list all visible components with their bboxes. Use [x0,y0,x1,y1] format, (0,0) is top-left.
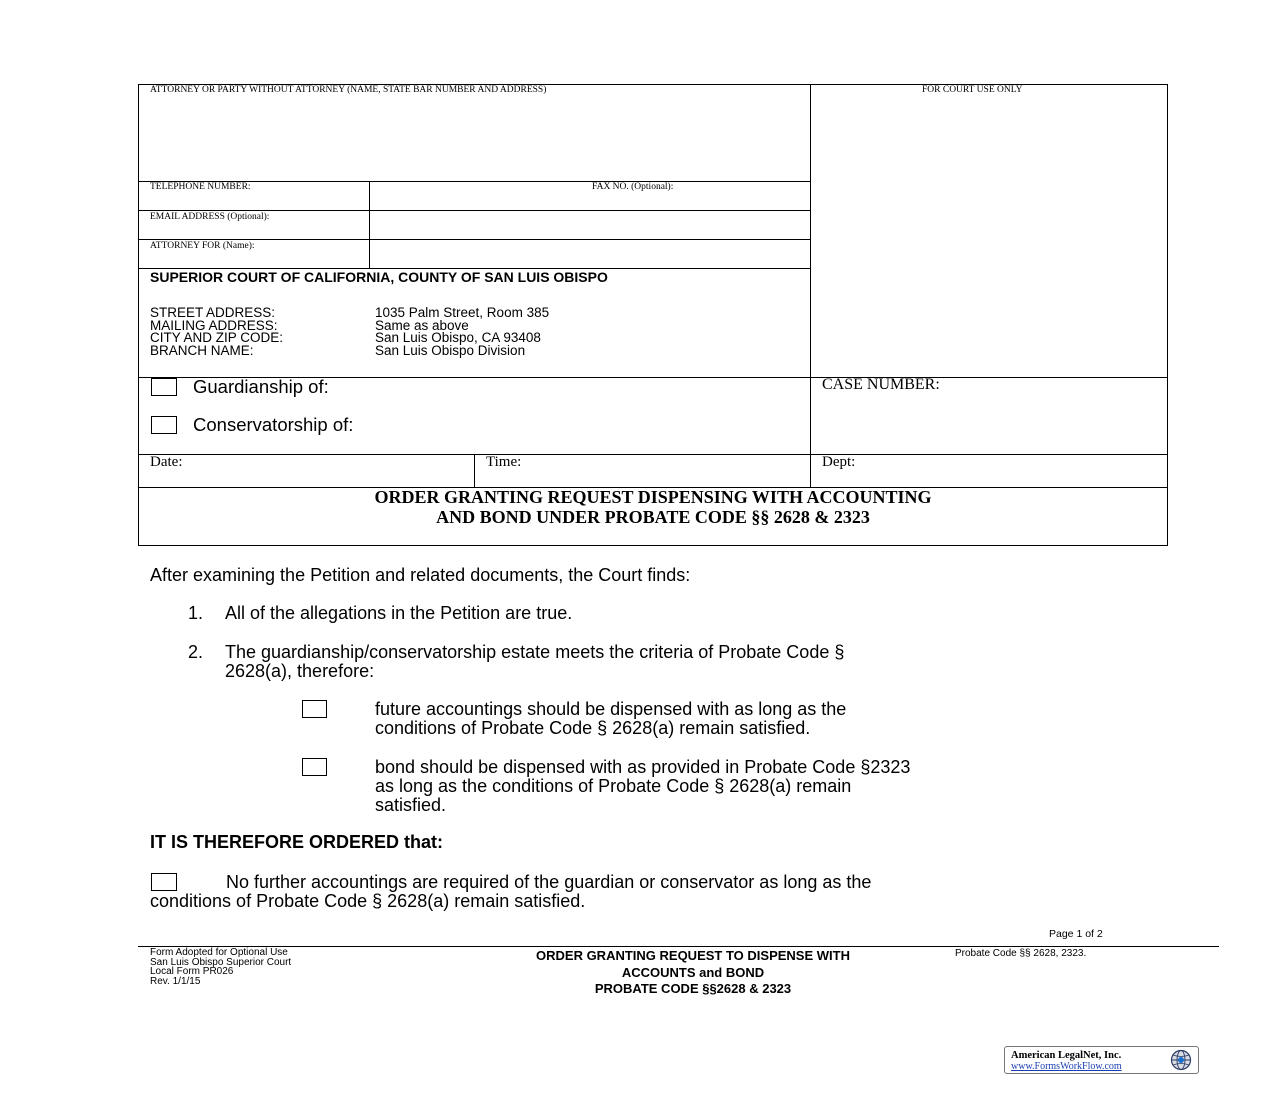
form-title-line2: AND BOND UNDER PROBATE CODE §§ 2628 & 2323 [436,506,870,527]
court-use-label: FOR COURT USE ONLY [922,85,1023,95]
city-zip-label: CITY AND ZIP CODE: [150,330,284,345]
ordered-heading: IT IS THEREFORE ORDERED that: [150,832,444,852]
bond-checkbox[interactable] [302,758,327,776]
fax-label: FAX NO. (Optional): [592,182,674,192]
footer-title-line1: ORDER GRANTING REQUEST TO DISPENSE WITH [536,948,850,963]
option1-text [375,700,846,738]
form-title [139,488,1167,527]
attorney-for-field[interactable] [372,241,808,267]
footer-rule [138,946,1219,947]
street-address-value: 1035 Palm Street, Room 385 [375,305,550,320]
branch-name-value: San Luis Obispo Division [375,342,526,358]
legalnet-logo[interactable] [1004,1046,1199,1074]
guardianship-label: Guardianship of: [193,376,329,397]
finding1-number: 1. [188,603,204,623]
conservatorship-checkbox[interactable] [151,416,177,434]
email-label: EMAIL ADDRESS (Optional): [150,212,270,222]
finding2-line1: The guardianship/conservatorship estate meets the criteria of Probate Code § [225,642,845,662]
finding2-number: 2. [188,642,204,662]
option1-line2: conditions of Probate Code § 2628(a) remain satisfied. [375,718,811,738]
option2-line1: bond should be dispensed with as provided in Probate Code §2323 [375,757,911,777]
option2-line3: satisfied. [375,795,447,815]
intro-text: After examining the Petition and related documents, the Court finds: [150,565,691,585]
logo-company: American LegalNet, Inc. [1011,1050,1122,1061]
guardianship-checkbox[interactable] [151,378,177,396]
adopted-line4: Rev. 1/1/15 [150,975,201,987]
footer-code-ref: Probate Code §§ 2628, 2323. [955,948,1087,959]
attorney-label: ATTORNEY OR PARTY WITHOUT ATTORNEY (NAME, STATE BAR NUMBER AND ADDRESS) [150,85,547,95]
form-adopted-block [150,948,291,986]
date-label: Date: [150,454,183,470]
accountings-checkbox[interactable] [302,700,327,718]
order1-line2: conditions of Probate Code § 2628(a) remain satisfied. [150,891,586,911]
mailing-address-value: Same as above [375,317,469,333]
time-label: Time: [486,454,522,470]
court-use-field[interactable] [814,100,1164,374]
finding2-text [225,643,844,681]
city-zip-value: San Luis Obispo, CA 93408 [375,330,541,345]
adopted-line1: Form Adopted for Optional Use [150,947,288,958]
adopted-line3: Local Form PR026 [150,966,234,977]
adopted-line2: San Luis Obispo Superior Court [150,956,292,968]
email-field[interactable] [372,212,808,238]
globe-icon [1169,1049,1193,1071]
option1-line1: future accountings should be dispensed with as long as the [375,699,847,719]
option2-text [375,758,910,815]
case-number-field[interactable] [820,398,1164,450]
option2-line2: as long as the conditions of Probate Code § 2628(a) remain [375,776,852,796]
finding1-text: All of the allegations in the Petition are true. [225,603,573,623]
attorney-for-label: ATTORNEY FOR (Name): [150,241,255,251]
order1-text [150,873,1150,911]
page-number: Page 1 of 2 [1049,928,1103,940]
footer-title-line3: PROBATE CODE §§2628 & 2323 [594,981,792,996]
telephone-field[interactable] [372,183,808,209]
street-address-label: STREET ADDRESS: [150,305,276,320]
case-number-label: CASE NUMBER: [822,376,940,393]
branch-name-label: BRANCH NAME: [150,342,254,358]
conservatorship-label: Conservatorship of: [193,414,354,435]
finding2-line2: 2628(a), therefore: [225,661,375,681]
attorney-field[interactable] [142,100,806,178]
logo-url: www.FormsWorkFlow.com [1011,1061,1122,1072]
form-title-line1: ORDER GRANTING REQUEST DISPENSING WITH ACCOUNTING [374,487,932,507]
order1-line1: No further accountings are required of the guardian or conservator as long as the [226,872,872,892]
court-name: SUPERIOR COURT OF CALIFORNIA, COUNTY OF SAN LUIS OBISPO [150,269,608,285]
dept-label: Dept: [822,454,856,470]
mailing-address-label: MAILING ADDRESS: [150,317,278,333]
telephone-label: TELEPHONE NUMBER: [150,182,251,192]
footer-title-line2: ACCOUNTS and BOND [621,964,765,980]
footer-title [450,948,936,998]
